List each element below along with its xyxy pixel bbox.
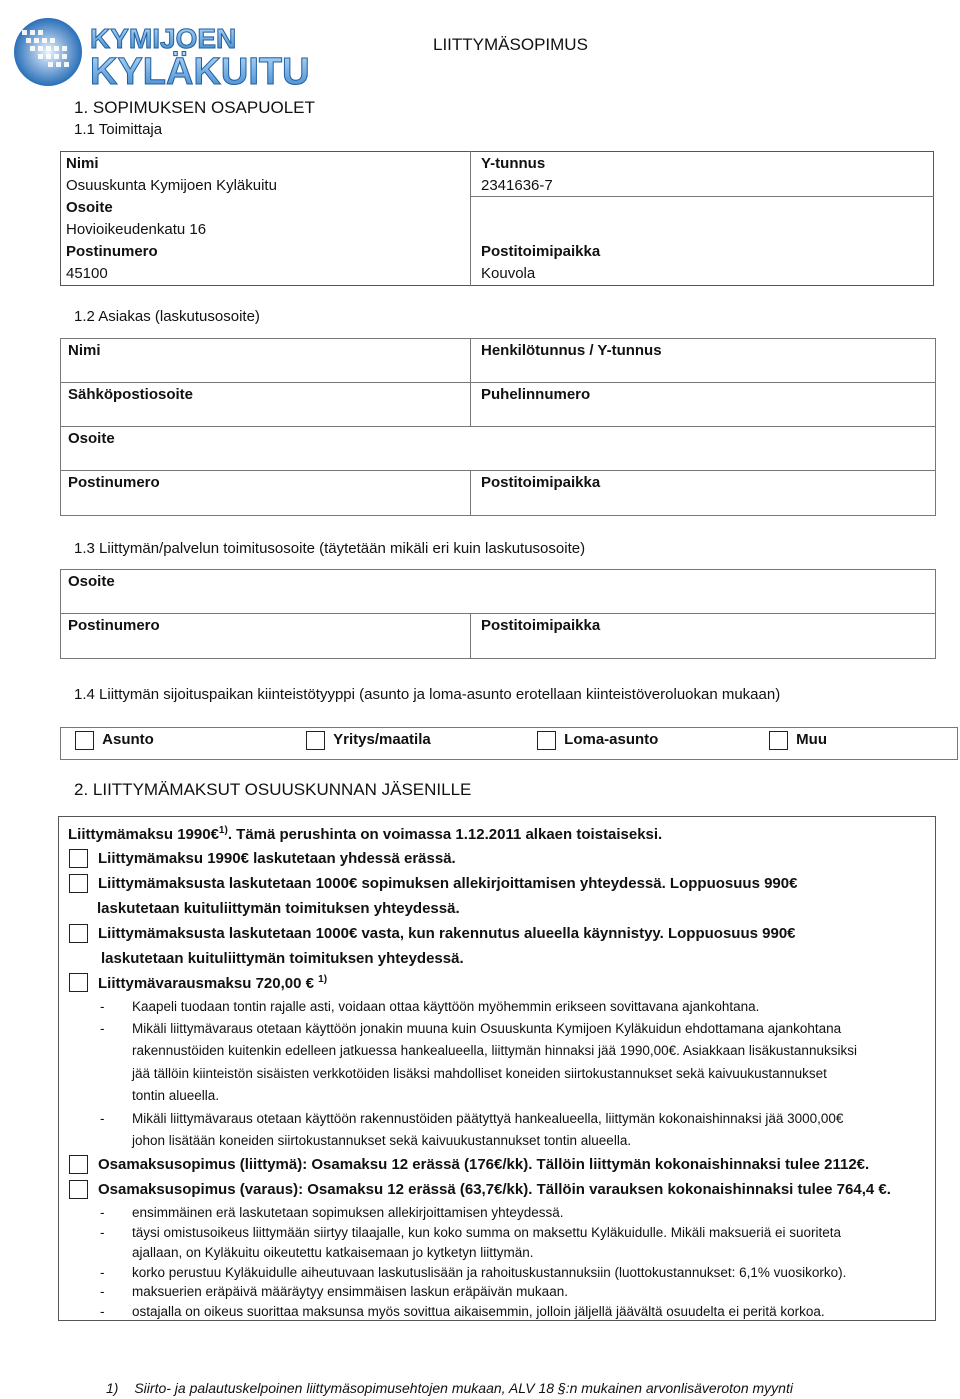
opt4-dash-1: - — [100, 999, 105, 1014]
supplier-address-value: Hovioikeudenkatu 16 — [66, 221, 207, 238]
footnote-text: Siirto- ja palautuskelpoinen liittymäsopimusehtojen mukaan, ALV 18 §:n mukainen arvonlisäveroton myynti — [134, 1380, 793, 1396]
opt4-bullet-3a: Mikäli liittymävaraus otetaan käyttöön rakennustöiden päätyttyä hankealueella, liittymän kokonaishinnaksi jää 3000,00€ — [132, 1111, 844, 1126]
customer-name-label: Nimi — [68, 342, 101, 359]
supplier-postal-label: Postinumero — [66, 243, 158, 260]
supplier-name-value: Osuuskunta Kymijoen Kyläkuitu — [66, 177, 277, 194]
supplier-city-label: Postitoimipaikka — [481, 243, 601, 260]
opt4-checkbox[interactable] — [69, 973, 88, 992]
opt5-label: Osamaksusopimus (liittymä): Osamaksu 12 erässä (176€/kk). Tällöin liittymän kokonaishinnaksi tulee 2112€. — [98, 1156, 870, 1173]
customer-name-field[interactable] — [60, 338, 471, 383]
delivery-postal-label: Postinumero — [68, 617, 160, 634]
opt3-label-b: laskutetaan kuituliittymän toimituksen yhteydessä. — [101, 950, 464, 967]
opt3-label-a: Liittymämaksusta laskutetaan 1000€ vasta, kun rakennutus alueella käynnistyy. Loppuosuus 990€ — [98, 925, 796, 942]
opt4-label — [98, 974, 327, 992]
logo-text-top: KYMIJOEN — [90, 23, 237, 54]
opt1-checkbox[interactable] — [69, 849, 88, 868]
opt4-sup: 1) — [318, 974, 328, 985]
term-1: ensimmäinen erä laskutetaan sopimuksen allekirjoittamisen yhteydessä. — [132, 1205, 564, 1220]
customer-id-label: Henkilötunnus / Y-tunnus — [481, 342, 662, 359]
section-1-title: 1. SOPIMUKSEN OSAPUOLET — [74, 98, 315, 117]
fees-intro-b: . Tämä perushinta on voimassa 1.12.2011 alkaen toistaiseksi. — [227, 826, 663, 843]
fees-intro-a: Liittymämaksu 1990€ — [68, 826, 219, 843]
opt4-dash-3: - — [100, 1111, 105, 1126]
opt4-label-text: Liittymävarausmaksu 720,00 € — [98, 975, 314, 992]
footnote — [106, 1380, 793, 1396]
opt6-checkbox[interactable] — [69, 1180, 88, 1199]
customer-postal-label: Postinumero — [68, 474, 160, 491]
delivery-city-label: Postitoimipaikka — [481, 617, 601, 634]
footnote-marker: 1) — [106, 1380, 119, 1396]
supplier-address-label: Osoite — [66, 199, 113, 216]
property-asunto[interactable] — [75, 731, 154, 750]
opt4-bullet-2d: tontin alueella. — [132, 1088, 220, 1103]
delivery-address-field[interactable] — [60, 569, 936, 614]
logo-text-bottom: KYLÄKUITU — [90, 51, 310, 90]
property-muu-checkbox[interactable] — [769, 731, 788, 750]
opt4-bullet-3b: johon lisätään koneiden siirtokustannukset sekä kaivuukustannukset tontin alueella. — [132, 1133, 632, 1148]
opt2-checkbox[interactable] — [69, 874, 88, 893]
property-yritys[interactable] — [306, 731, 431, 750]
customer-phone-label: Puhelinnumero — [481, 386, 591, 403]
term-dash-2: - — [100, 1225, 105, 1240]
opt2-label-a: Liittymämaksusta laskutetaan 1000€ sopimuksen allekirjoittamisen yhteydessä. Loppuosuus 990€ — [98, 875, 798, 892]
property-loma[interactable] — [537, 731, 658, 750]
fees-intro-sup: 1) — [218, 825, 228, 836]
supplier-ytunnus-label: Y-tunnus — [481, 155, 546, 172]
opt6-label: Osamaksusopimus (varaus): Osamaksu 12 erässä (63,7€/kk). Tällöin varauksen kokonaishinnaksi tulee 764,4 €. — [98, 1181, 891, 1198]
property-yritys-label: Yritys/maatila — [333, 731, 431, 749]
term-dash-1: - — [100, 1205, 105, 1220]
property-loma-checkbox[interactable] — [537, 731, 556, 750]
opt4-dash-2: - — [100, 1021, 105, 1036]
term-5: ostajalla on oikeus suorittaa maksunsa myös sovittua aikaisemmin, jolloin jäljellä jäävältä osuudelta ei peritä korkoa. — [132, 1304, 825, 1319]
property-loma-label: Loma-asunto — [564, 731, 659, 749]
opt4-bullet-2c: jää tällöin kiinteistön sisäisten verkkotöiden lisäksi mahdolliset koneiden siirtokustannukset sekä kaivuukustannukset — [132, 1066, 827, 1081]
property-yritys-checkbox[interactable] — [306, 731, 325, 750]
opt4-bullet-1: Kaapeli tuodaan tontin rajalle asti, voidaan ottaa käyttöön myöhemmin erikseen sovittavana ajankohtana. — [132, 999, 760, 1014]
term-dash-3: - — [100, 1265, 105, 1280]
term-dash-4: - — [100, 1284, 105, 1299]
delivery-address-label: Osoite — [68, 573, 115, 590]
supplier-city-value: Kouvola — [481, 265, 536, 282]
customer-address-label: Osoite — [68, 430, 115, 447]
section-1-1-title: 1.1 Toimittaja — [74, 121, 163, 138]
opt4-bullet-2a: Mikäli liittymävaraus otetaan käyttöön jonakin muuna kuin Osuuskunta Kymijoen Kyläkuidun ehdottamana ajankohtana — [132, 1021, 842, 1036]
term-2b: ajallaan, on Kyläkuitu oikeutettu katkaisemaan jo kytketyn liittymän. — [132, 1245, 534, 1260]
supplier-ytunnus-value: 2341636-7 — [481, 177, 553, 194]
opt1-label: Liittymämaksu 1990€ laskutetaan yhdessä erässä. — [98, 850, 456, 867]
section-1-2-title: 1.2 Asiakas (laskutusosoite) — [74, 308, 260, 325]
supplier-divider — [470, 151, 471, 286]
term-2a: täysi omistusoikeus liittymään siirtyy tilaajalle, kun koko summa on maksettu Kyläkuidulle. Mikäli maksueriä ei suoriteta — [132, 1225, 842, 1240]
fees-intro — [68, 825, 662, 843]
section-1-4-title: 1.4 Liittymän sijoituspaikan kiinteistötyyppi (asunto ja loma-asunto erotellaan kiinteistöveroluokan mukaan) — [74, 686, 781, 703]
term-4: maksuerien eräpäivä määräytyy ensimmäisen laskun eräpäivän mukaan. — [132, 1284, 568, 1299]
section-1-3-title: 1.3 Liittymän/palvelun toimitusosoite (täytetään mikäli eri kuin laskutusosoite) — [74, 540, 586, 557]
customer-email-label: Sähköpostiosoite — [68, 386, 194, 403]
property-asunto-label: Asunto — [102, 731, 154, 749]
opt3-checkbox[interactable] — [69, 924, 88, 943]
property-muu-label: Muu — [796, 731, 827, 749]
opt5-checkbox[interactable] — [69, 1155, 88, 1174]
property-muu[interactable] — [769, 731, 827, 750]
supplier-name-label: Nimi — [66, 155, 99, 172]
opt2-label-b: laskutetaan kuituliittymän toimituksen yhteydessä. — [97, 900, 460, 917]
supplier-postal-value: 45100 — [66, 265, 108, 282]
term-dash-5: - — [100, 1304, 105, 1319]
customer-address-field[interactable] — [60, 426, 936, 471]
supplier-hline — [470, 196, 934, 197]
section-2-title: 2. LIITTYMÄMAKSUT OSUUSKUNNAN JÄSENILLE — [74, 780, 472, 799]
term-3: korko perustuu Kyläkuidulle aiheutuvaan laskutuslisään ja rahoituskustannuksiin (luottokustannukset: 6,1% vuosikorko). — [132, 1265, 847, 1280]
logo — [8, 8, 354, 90]
document-title: LIITTYMÄSOPIMUS — [433, 35, 588, 54]
logo-graphic — [8, 8, 354, 90]
property-asunto-checkbox[interactable] — [75, 731, 94, 750]
opt4-bullet-2b: rakennustöiden kuitenkin edelleen jatkuessa hankealueella, liittymän hinnaksi jää 1990,00€. Asiakkaan lisäkustannuksiksi — [132, 1043, 857, 1058]
customer-city-label: Postitoimipaikka — [481, 474, 601, 491]
